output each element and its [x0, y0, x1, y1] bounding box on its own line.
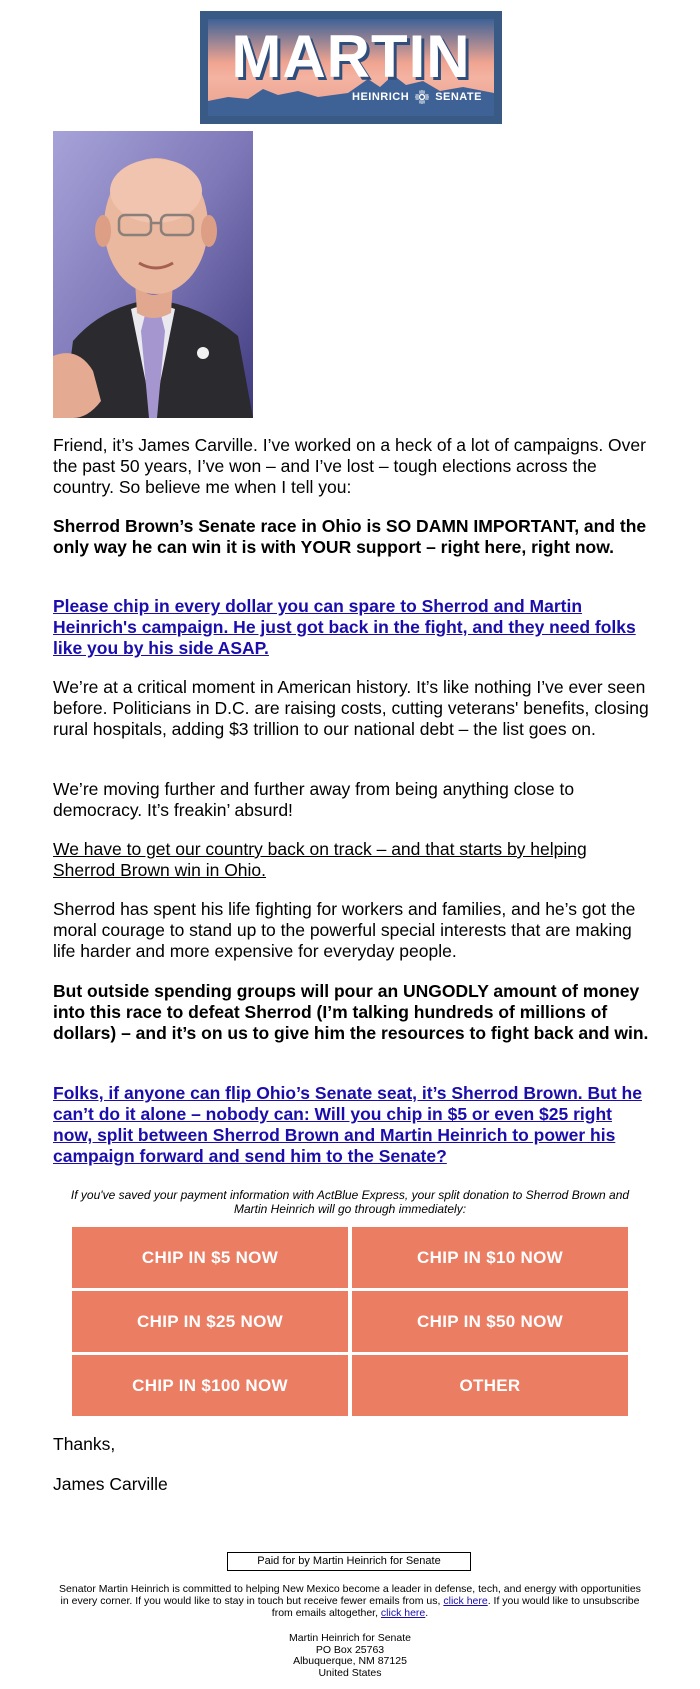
footer-text: [55, 1583, 645, 1619]
intro-paragraph: Friend, it’s James Carville. I’ve worked on a heck of a lot of campaigns. Over the past 50 years, I’ve won – and I’ve lost – tough elections across the country. So believe me when I tell you:: [53, 435, 646, 497]
chip-in-25-button[interactable]: CHIP IN $25 NOW: [72, 1291, 348, 1352]
back-on-track-paragraph: We have to get our country back on track – and that starts by helping Sherrod Brown win in Ohio.: [53, 839, 587, 880]
paid-for-disclaimer: Paid for by Martin Heinrich for Senate: [227, 1552, 471, 1571]
unsubscribe-link[interactable]: click here: [380, 1607, 426, 1619]
address-line: Albuquerque, NM 87125: [293, 1655, 407, 1667]
logo-title: MARTIN: [231, 23, 471, 90]
campaign-logo[interactable]: [200, 11, 502, 124]
chip-in-50-button[interactable]: CHIP IN $50 NOW: [352, 1291, 628, 1352]
emphasis-paragraph: Sherrod Brown’s Senate race in Ohio is SO DAMN IMPORTANT, and the only way he can win it is with YOUR support – right here, right now.: [53, 516, 647, 557]
address-line: PO Box 25763: [315, 1643, 385, 1656]
signoff-thanks: Thanks,: [53, 1434, 116, 1454]
fewer-emails-link[interactable]: click here: [443, 1595, 488, 1607]
signoff-name: James Carville: [53, 1474, 168, 1494]
other-amount-button[interactable]: OTHER: [352, 1355, 628, 1416]
footer-text-b: . If you would like to unsubscribe from emails altogether,: [271, 1595, 640, 1619]
logo-subtitle-right: SENATE: [435, 91, 482, 103]
person-photo[interactable]: [53, 131, 253, 418]
outside-spending-paragraph: But outside spending groups will pour an UNGODLY amount of money into this race to defeat Sherrod (I’m talking hundreds of millions of dollars) – and it’s on us to give him the resources to fight back and win.: [53, 981, 649, 1043]
chip-in-100-button[interactable]: CHIP IN $100 NOW: [72, 1355, 348, 1416]
logo-subtitle-left: HEINRICH: [352, 91, 410, 103]
actblue-express-note: If you've saved your payment information with ActBlue Express, your split donation to Sherrod Brown and Martin Heinrich will go through immediately:: [70, 1188, 630, 1216]
critical-moment-paragraph: We’re at a critical moment in American history. It’s like nothing I’ve ever seen before. Politicians in D.C. are raising costs, cutting veterans' benefits, closing rural hospitals, adding $3 trillion to our national debt – the list goes on.: [53, 677, 649, 739]
address-line: United States: [318, 1666, 382, 1679]
donate-link-2[interactable]: Folks, if anyone can flip Ohio’s Senate seat, it’s Sherrod Brown. But he can’t do it alone – nobody can: Will you chip in $5 or even $25 right now, split between Sherrod Brown and Martin Heinrich to power his campaign forward and send him to the Senate?: [53, 1083, 642, 1166]
democracy-paragraph: We’re moving further and further away from being anything close to democracy. It’s freakin’ absurd!: [53, 779, 575, 820]
footer-text-c: .: [425, 1607, 429, 1619]
donate-link-1[interactable]: Please chip in every dollar you can spare to Sherrod and Martin Heinrich's campaign. He just got back in the fight, and they need folks like you by his side ASAP.: [53, 596, 636, 658]
chip-in-10-button[interactable]: CHIP IN $10 NOW: [352, 1227, 628, 1288]
address-line: Martin Heinrich for Senate: [289, 1632, 411, 1644]
person-portrait-icon: [53, 131, 253, 418]
logo-subtitle: [352, 90, 482, 104]
mailing-address: [200, 1633, 500, 1679]
logo-background: [208, 19, 494, 116]
workers-paragraph: Sherrod has spent his life fighting for workers and families, and he’s got the moral courage to stand up to the powerful special interests that are making life harder and more expensive for everyday people.: [53, 899, 636, 961]
footer-text-a: Senator Martin Heinrich is committed to helping New Mexico become a leader in defense, tech, and energy with opportunities in every corner. If you would like to stay in touch but receive fewer emails from us,: [59, 1583, 641, 1607]
chip-in-5-button[interactable]: CHIP IN $5 NOW: [72, 1227, 348, 1288]
zia-sun-icon: [415, 90, 429, 104]
